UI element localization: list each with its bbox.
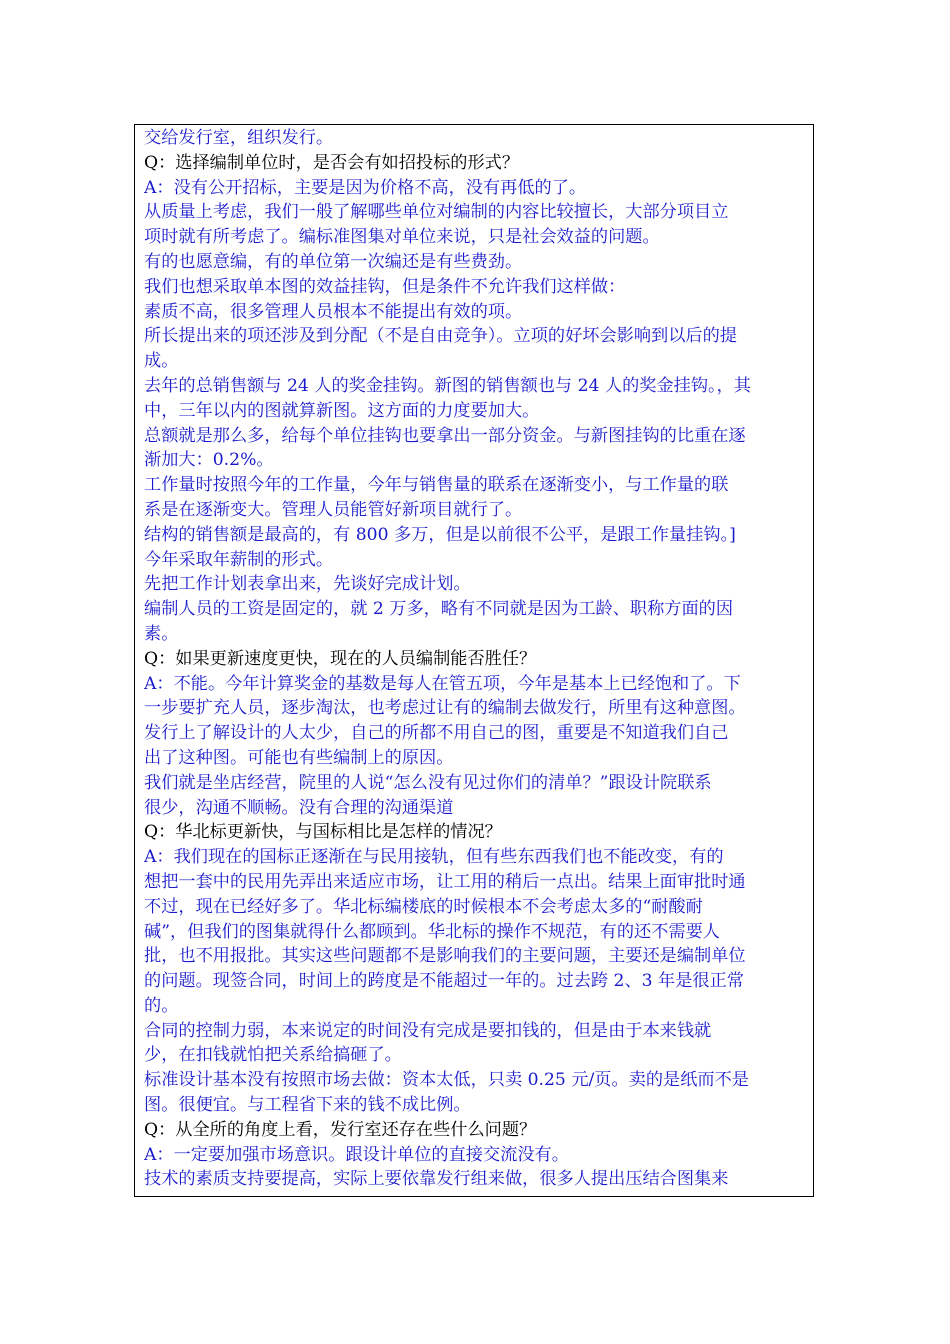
- answer-line: A：一定要加强市场意识。跟设计单位的直接交流没有。: [144, 1144, 569, 1165]
- answer-line: 出了这种图。可能也有些编制上的原因。: [144, 747, 454, 768]
- question-line: Q：选择编制单位时，是否会有如招投标的形式？: [144, 152, 520, 173]
- answer-line: 我们也想采取单本图的效益挂钩，但是条件不允许我们这样做：: [144, 276, 626, 297]
- answer-line: A：没有公开招标，主要是因为价格不高，没有再低的了。: [144, 177, 587, 198]
- answer-line: 中，三年以内的图就算新图。这方面的力度要加大。: [144, 400, 540, 421]
- answer-line: 渐加大：0.2%。: [144, 450, 274, 471]
- answer-line: 系是在逐渐变大。管理人员能管好新项目就行了。: [144, 499, 523, 520]
- transcript-body: [144, 126, 808, 1192]
- answer-line: 的。: [144, 995, 179, 1016]
- answer-line: 想把一套中的民用先弄出来适应市场，让工用的稍后一点出。结果上面审批时通: [144, 871, 746, 892]
- answer-line: 图。很便宜。与工程省下来的钱不成比例。: [144, 1095, 471, 1116]
- answer-line: 交给发行室，组织发行。: [144, 128, 334, 148]
- answer-line: 编制人员的工资是固定的，就 2 万多，略有不同就是因为工龄、职称方面的因: [144, 599, 734, 620]
- answer-line: 的问题。现签合同，时间上的跨度是不能超过一年的。过去跨 2、3 年是很正常: [144, 971, 744, 992]
- answer-line: 少，在扣钱就怕把关系给搞砸了。: [144, 1045, 402, 1066]
- answer-line: 工作量时按照今年的工作量，今年与销售量的联系在逐渐变小，与工作量的联: [144, 475, 729, 496]
- answer-line: 不过，现在已经好多了。华北标编楼底的时候根本不会考虑太多的“耐酸耐: [144, 896, 703, 917]
- answer-line: 我们就是坐店经营，院里的人说“怎么没有见过你们的清单？”跟设计院联系: [144, 772, 712, 793]
- answer-line: 合同的控制力弱，本来说定的时间没有完成是要扣钱的，但是由于本来钱就: [144, 1020, 712, 1041]
- answer-line: 碱”，但我们的图集就得什么都顾到。华北标的操作不规范，有的还不需要人: [144, 921, 720, 942]
- question-line: Q：华北标更新快，与国标相比是怎样的情况？: [144, 822, 502, 843]
- answer-line: 结构的销售额是最高的，有 800 多万，但是以前很不公平，是跟工作量挂钩。]: [144, 524, 736, 545]
- answer-line: 素质不高，很多管理人员根本不能提出有效的项。: [144, 301, 523, 322]
- question-line: Q：从全所的角度上看，发行室还存在些什么问题？: [144, 1119, 537, 1140]
- answer-line: 所长提出来的项还涉及到分配（不是自由竞争）。立项的好坏会影响到以后的提: [144, 326, 737, 347]
- answer-line: 项时就有所考虑了。编标准图集对单位来说，只是社会效益的问题。: [144, 227, 660, 248]
- text-frame: [134, 124, 814, 1197]
- answer-line: 技术的素质支持要提高，实际上要依靠发行组来做，很多人提出压结合图集来: [144, 1169, 729, 1190]
- answer-line: A：不能。今年计算奖金的基数是每人在管五项，今年是基本上已经饱和了。下: [144, 673, 741, 694]
- answer-line: 总额就是那么多，给每个单位挂钩也要拿出一部分资金。与新图挂钩的比重在逐: [144, 425, 746, 446]
- answer-line: 成。: [144, 351, 179, 372]
- answer-line: 有的也愿意编，有的单位第一次编还是有些费劲。: [144, 251, 523, 272]
- answer-line: 今年采取年薪制的形式。: [144, 549, 334, 570]
- answer-line: 先把工作计划表拿出来，先谈好完成计划。: [144, 574, 471, 595]
- answer-line: A：我们现在的国标正逐渐在与民用接轨，但有些东西我们也不能改变，有的: [144, 847, 724, 868]
- answer-line: 去年的总销售额与 24 人的奖金挂钩。新图的销售额也与 24 人的奖金挂钩。，其: [144, 375, 751, 396]
- answer-line: 一步要扩充人员，逐步淘汰，也考虑过让有的编制去做发行，所里有这种意图。: [144, 698, 746, 719]
- answer-line: 发行上了解设计的人太少，自己的所都不用自己的图，重要是不知道我们自己: [144, 723, 729, 744]
- answer-line: 素。: [144, 623, 179, 644]
- question-line: Q：如果更新速度更快，现在的人员编制能否胜任？: [144, 648, 537, 669]
- answer-line: 标准设计基本没有按照市场去做：资本太低，只卖 0.25 元/页。卖的是纸而不是: [144, 1070, 749, 1091]
- answer-line: 批，也不用报批。其实这些问题都不是影响我们的主要问题，主要还是编制单位: [144, 946, 746, 967]
- answer-line: 从质量上考虑，我们一般了解哪些单位对编制的内容比较擅长，大部分项目立: [144, 202, 729, 223]
- answer-line: 很少，沟通不顺畅。没有合理的沟通渠道: [144, 797, 454, 818]
